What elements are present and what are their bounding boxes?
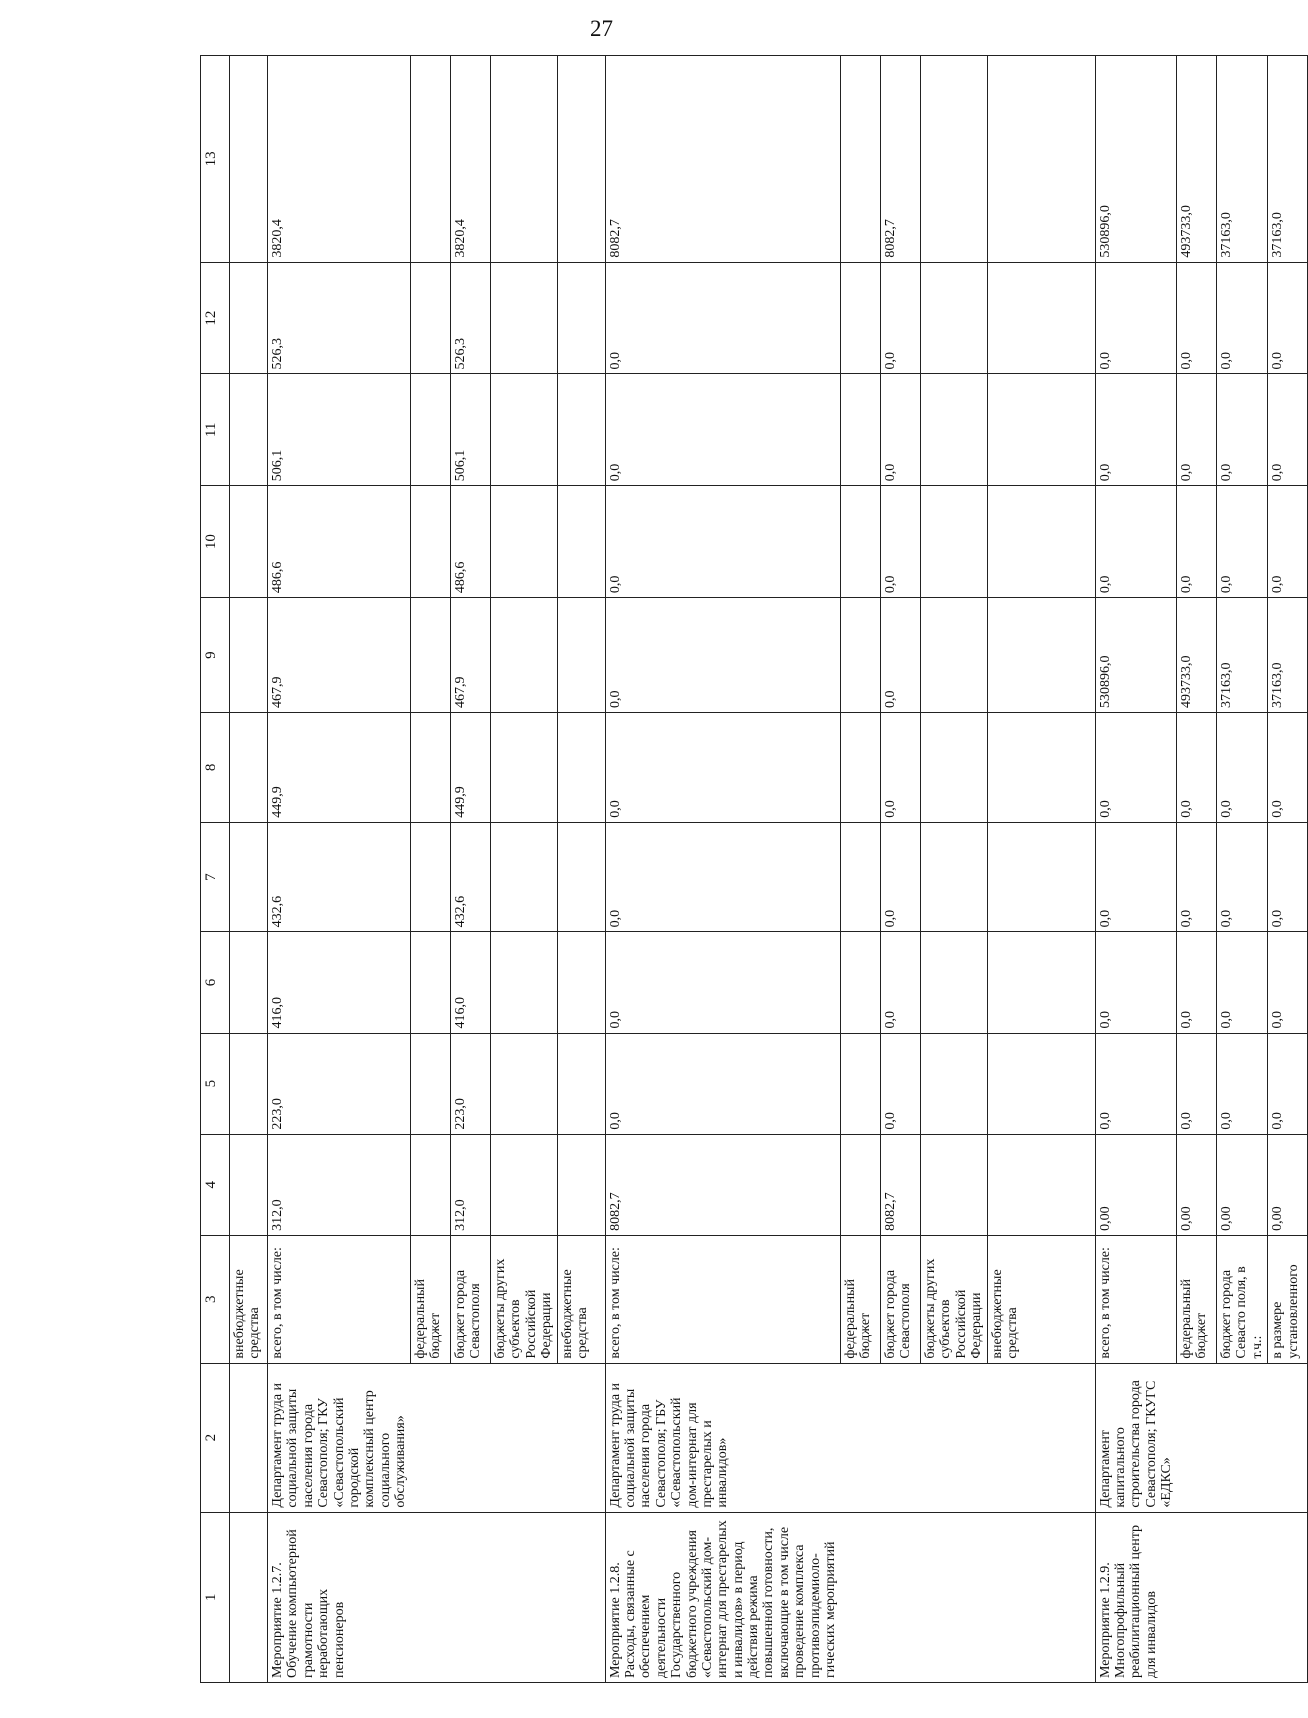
rotated-table-area — [200, 55, 1301, 1683]
value-cell: 0,0 — [880, 713, 920, 823]
value-cell: 0,0 — [1176, 1033, 1216, 1134]
value-cell: 0,0 — [880, 932, 920, 1033]
measure-name-cell: Мероприятие 1.2.8. Расходы, связанные с обеспечением деятельности Государственного бюджетного учреждения «Севастопольский дом-интернат для престарелых и инвалидов» в период действия режима повышенной готовности, включающие в том числе проведение комплекса противоэпидемиоло-гических мероприятий — [605, 1512, 840, 1682]
value-cell — [411, 1134, 451, 1235]
header-cell: 10 — [201, 486, 230, 598]
measure-name-cell — [491, 1512, 558, 1682]
value-cell: 0,0 — [880, 598, 920, 713]
value-cell — [491, 1033, 558, 1134]
value-cell: 0,0 — [880, 486, 920, 598]
value-cell — [987, 713, 1095, 823]
table-row — [1176, 56, 1216, 1683]
value-cell: 0,0 — [1095, 1033, 1176, 1134]
measure-name-cell — [880, 1512, 920, 1682]
value-cell: 0,0 — [1216, 1033, 1267, 1134]
value-cell — [491, 598, 558, 713]
table-row — [920, 56, 987, 1683]
executor-cell — [451, 1363, 491, 1512]
header-cell: 9 — [201, 598, 230, 713]
table-rotator — [200, 55, 1301, 1683]
value-cell — [411, 374, 451, 486]
value-cell: 0,0 — [605, 374, 840, 486]
header-cell: 12 — [201, 262, 230, 374]
value-cell: 0,0 — [1095, 262, 1176, 374]
value-cell: 0,0 — [1268, 822, 1308, 932]
measure-name-cell — [1268, 1512, 1308, 1682]
measure-name-cell — [1176, 1512, 1216, 1682]
value-cell: 432,6 — [451, 822, 491, 932]
header-cell: 11 — [201, 374, 230, 486]
measure-name-cell — [557, 1512, 605, 1682]
value-cell — [840, 56, 880, 263]
header-cell: 6 — [201, 932, 230, 1033]
value-cell: 486,6 — [268, 486, 411, 598]
table-row — [268, 56, 411, 1683]
value-cell: 486,6 — [451, 486, 491, 598]
value-cell: 37163,0 — [1216, 56, 1267, 263]
value-cell: 526,3 — [268, 262, 411, 374]
table-row — [1216, 56, 1267, 1683]
value-cell — [491, 1134, 558, 1235]
funding-source: бюджеты других субъектов Российской Федерации — [920, 1235, 987, 1363]
value-cell: 0,0 — [1268, 262, 1308, 374]
measure-name-cell — [840, 1512, 880, 1682]
value-cell: 0,0 — [880, 374, 920, 486]
table-row — [411, 56, 451, 1683]
value-cell: 0,0 — [1176, 713, 1216, 823]
value-cell: 223,0 — [451, 1033, 491, 1134]
value-cell — [491, 486, 558, 598]
value-cell: 0,0 — [605, 598, 840, 713]
value-cell — [557, 822, 605, 932]
value-cell — [411, 486, 451, 598]
value-cell: 0,0 — [1216, 932, 1267, 1033]
empty-cell — [230, 1363, 268, 1512]
value-cell: 0,0 — [1268, 486, 1308, 598]
value-cell: 506,1 — [268, 374, 411, 486]
value-cell — [920, 1134, 987, 1235]
value-cell: 37163,0 — [1268, 598, 1308, 713]
measure-name-cell: Мероприятие 1.2.9. Многопрофильный реабилитационный центр для инвалидов — [1095, 1512, 1176, 1682]
funding-source: бюджет города Севасто поля, в т.ч.: — [1216, 1235, 1267, 1363]
value-cell: 416,0 — [268, 932, 411, 1033]
value-cell — [987, 486, 1095, 598]
value-cell: 37163,0 — [1216, 598, 1267, 713]
value-cell: 8082,7 — [880, 1134, 920, 1235]
value-cell — [557, 486, 605, 598]
value-cell — [491, 56, 558, 263]
executor-cell — [880, 1363, 920, 1512]
value-cell: 0,0 — [880, 262, 920, 374]
value-cell — [840, 598, 880, 713]
value-cell — [987, 262, 1095, 374]
funding-source: бюджет города Севастополя — [451, 1235, 491, 1363]
value-cell — [491, 374, 558, 486]
value-cell: 0,0 — [605, 1033, 840, 1134]
value-cell: 0,0 — [1176, 374, 1216, 486]
value-cell: 0,0 — [1216, 822, 1267, 932]
value-cell: 530896,0 — [1095, 56, 1176, 263]
value-cell: 0,0 — [1095, 713, 1176, 823]
value-cell: 0,0 — [1216, 486, 1267, 598]
executor-cell: Департамент труда и социальной защиты населения города Севастополя; ГБУ «Севастопольский дом-интернат для престарелых и инвалидов» — [605, 1363, 840, 1512]
value-cell: 0,0 — [1268, 1033, 1308, 1134]
executor-cell — [840, 1363, 880, 1512]
value-cell: 0,00 — [1095, 1134, 1176, 1235]
page-number: 27 — [590, 16, 613, 41]
table-row — [987, 56, 1095, 1683]
executor-cell — [987, 1363, 1095, 1512]
funding-source: внебюджетные средства — [987, 1235, 1095, 1363]
value-cell: 223,0 — [268, 1033, 411, 1134]
value-cell — [920, 486, 987, 598]
value-cell: 416,0 — [451, 932, 491, 1033]
value-cell — [920, 1033, 987, 1134]
value-cell: 0,0 — [605, 262, 840, 374]
value-cell — [557, 1033, 605, 1134]
value-cell: 0,00 — [1268, 1134, 1308, 1235]
value-cell — [920, 56, 987, 263]
funding-source: всего, в том числе: — [1095, 1235, 1176, 1363]
value-cell — [557, 932, 605, 1033]
value-cell: 506,1 — [451, 374, 491, 486]
measure-name-cell — [451, 1512, 491, 1682]
value-cell: 0,0 — [1216, 374, 1267, 486]
value-cell: 0,00 — [1176, 1134, 1216, 1235]
value-cell — [411, 822, 451, 932]
value-cell — [840, 1134, 880, 1235]
value-cell: 0,0 — [1095, 932, 1176, 1033]
funding-source: в размере установленного — [1268, 1235, 1308, 1363]
value-cell: 3820,4 — [451, 56, 491, 263]
value-cell: 0,0 — [1176, 932, 1216, 1033]
value-cell: 0,0 — [880, 1033, 920, 1134]
value-cell — [840, 486, 880, 598]
executor-cell — [1176, 1363, 1216, 1512]
value-cell: 449,9 — [268, 713, 411, 823]
value-cell — [557, 1134, 605, 1235]
table-row — [880, 56, 920, 1683]
executor-cell: Департамент труда и социальной защиты населения города Севастополя; ГКУ «Севастопольский городской комплексный центр социального обслуживания» — [268, 1363, 411, 1512]
value-cell — [491, 713, 558, 823]
value-cell: 0,0 — [880, 822, 920, 932]
value-cell — [840, 932, 880, 1033]
table-row — [557, 56, 605, 1683]
value-cell — [920, 262, 987, 374]
value-cell: 0,0 — [1095, 374, 1176, 486]
header-row — [201, 56, 230, 1683]
value-cell — [491, 822, 558, 932]
header-cell: 8 — [201, 713, 230, 823]
table-row — [605, 56, 840, 1683]
executor-cell — [1216, 1363, 1267, 1512]
measure-name-cell — [1216, 1512, 1267, 1682]
value-cell — [491, 932, 558, 1033]
value-cell: 432,6 — [268, 822, 411, 932]
measure-name-cell — [411, 1512, 451, 1682]
empty-cell — [230, 1512, 268, 1682]
header-cell: 7 — [201, 822, 230, 932]
value-cell: 0,0 — [1176, 262, 1216, 374]
funding-source: всего, в том числе: — [605, 1235, 840, 1363]
executor-cell — [1268, 1363, 1308, 1512]
value-cell: 0,0 — [1095, 486, 1176, 598]
executor-cell — [920, 1363, 987, 1512]
value-cell: 0,0 — [1216, 262, 1267, 374]
value-cell — [411, 598, 451, 713]
funding-source: федеральный бюджет — [411, 1235, 451, 1363]
value-cell — [987, 598, 1095, 713]
value-cell: 0,0 — [605, 822, 840, 932]
value-cell: 8082,7 — [880, 56, 920, 263]
table-row — [491, 56, 558, 1683]
value-cell — [557, 374, 605, 486]
value-cell — [920, 598, 987, 713]
value-cell — [920, 932, 987, 1033]
executor-cell — [491, 1363, 558, 1512]
executor-cell — [411, 1363, 451, 1512]
value-cell: 449,9 — [451, 713, 491, 823]
value-cell: 312,0 — [268, 1134, 411, 1235]
funding-source: бюджеты других субъектов Российской Федерации — [491, 1235, 558, 1363]
value-cell: 526,3 — [451, 262, 491, 374]
value-cell — [840, 713, 880, 823]
header-cell: 3 — [201, 1235, 230, 1363]
value-cell: 467,9 — [268, 598, 411, 713]
measure-name-cell — [920, 1512, 987, 1682]
value-cell: 3820,4 — [268, 56, 411, 263]
value-cell — [987, 822, 1095, 932]
value-cell: 493733,0 — [1176, 598, 1216, 713]
header-cell: 1 — [201, 1512, 230, 1682]
value-cell — [920, 822, 987, 932]
value-cell: 0,0 — [1216, 713, 1267, 823]
funding-source: бюджет города Севастополя — [880, 1235, 920, 1363]
funding-source: всего, в том числе: — [268, 1235, 411, 1363]
budget-table — [200, 55, 1308, 1683]
value-cell — [557, 713, 605, 823]
measure-name-cell — [987, 1512, 1095, 1682]
value-cell — [840, 262, 880, 374]
value-cell — [920, 374, 987, 486]
value-cell: 0,0 — [605, 932, 840, 1033]
value-cell: 0,0 — [1176, 486, 1216, 598]
value-cell — [557, 262, 605, 374]
executor-cell — [557, 1363, 605, 1512]
value-cell — [987, 932, 1095, 1033]
header-cell: 4 — [201, 1134, 230, 1235]
measure-name-cell: Мероприятие 1.2.7. Обучение компьютерной грамотности неработающих пенсионеров — [268, 1512, 411, 1682]
header-cell: 5 — [201, 1033, 230, 1134]
header-cell: 2 — [201, 1363, 230, 1512]
value-cell — [411, 1033, 451, 1134]
value-cell — [411, 56, 451, 263]
value-cell — [557, 56, 605, 263]
value-cell: 0,0 — [1268, 374, 1308, 486]
funding-source: федеральный бюджет — [1176, 1235, 1216, 1363]
funding-source: федеральный бюджет — [840, 1235, 880, 1363]
value-cell: 0,0 — [1268, 713, 1308, 823]
header-cell: 13 — [201, 56, 230, 263]
value-cell — [987, 374, 1095, 486]
value-cell — [987, 1134, 1095, 1235]
value-cell: 493733,0 — [1176, 56, 1216, 263]
value-cell — [411, 932, 451, 1033]
value-cell — [491, 262, 558, 374]
executor-cell: Департамент капитального строительства города Севастополя; ГКУГС «ЕДКС» — [1095, 1363, 1176, 1512]
value-cell — [840, 822, 880, 932]
value-cell — [920, 713, 987, 823]
value-cell: 8082,7 — [605, 56, 840, 263]
carry-row — [230, 56, 268, 1683]
value-cell: 0,0 — [605, 486, 840, 598]
funding-source: внебюджетные средства — [230, 1235, 268, 1363]
table-row — [1095, 56, 1176, 1683]
value-cell: 0,0 — [1176, 822, 1216, 932]
value-cell — [987, 56, 1095, 263]
value-cell: 37163,0 — [1268, 56, 1308, 263]
value-cell: 0,0 — [1268, 932, 1308, 1033]
value-cell: 0,0 — [1095, 822, 1176, 932]
value-cell: 0,00 — [1216, 1134, 1267, 1235]
value-cell: 530896,0 — [1095, 598, 1176, 713]
value-cell: 0,0 — [605, 713, 840, 823]
value-cell: 8082,7 — [605, 1134, 840, 1235]
value-cell — [411, 713, 451, 823]
value-cell — [411, 262, 451, 374]
table-row — [451, 56, 491, 1683]
value-cell — [987, 1033, 1095, 1134]
funding-source: внебюджетные средства — [557, 1235, 605, 1363]
value-cell — [840, 1033, 880, 1134]
value-cell: 312,0 — [451, 1134, 491, 1235]
table-row — [1268, 56, 1308, 1683]
value-cell — [557, 598, 605, 713]
value-cell — [840, 374, 880, 486]
value-cell: 467,9 — [451, 598, 491, 713]
table-row — [840, 56, 880, 1683]
